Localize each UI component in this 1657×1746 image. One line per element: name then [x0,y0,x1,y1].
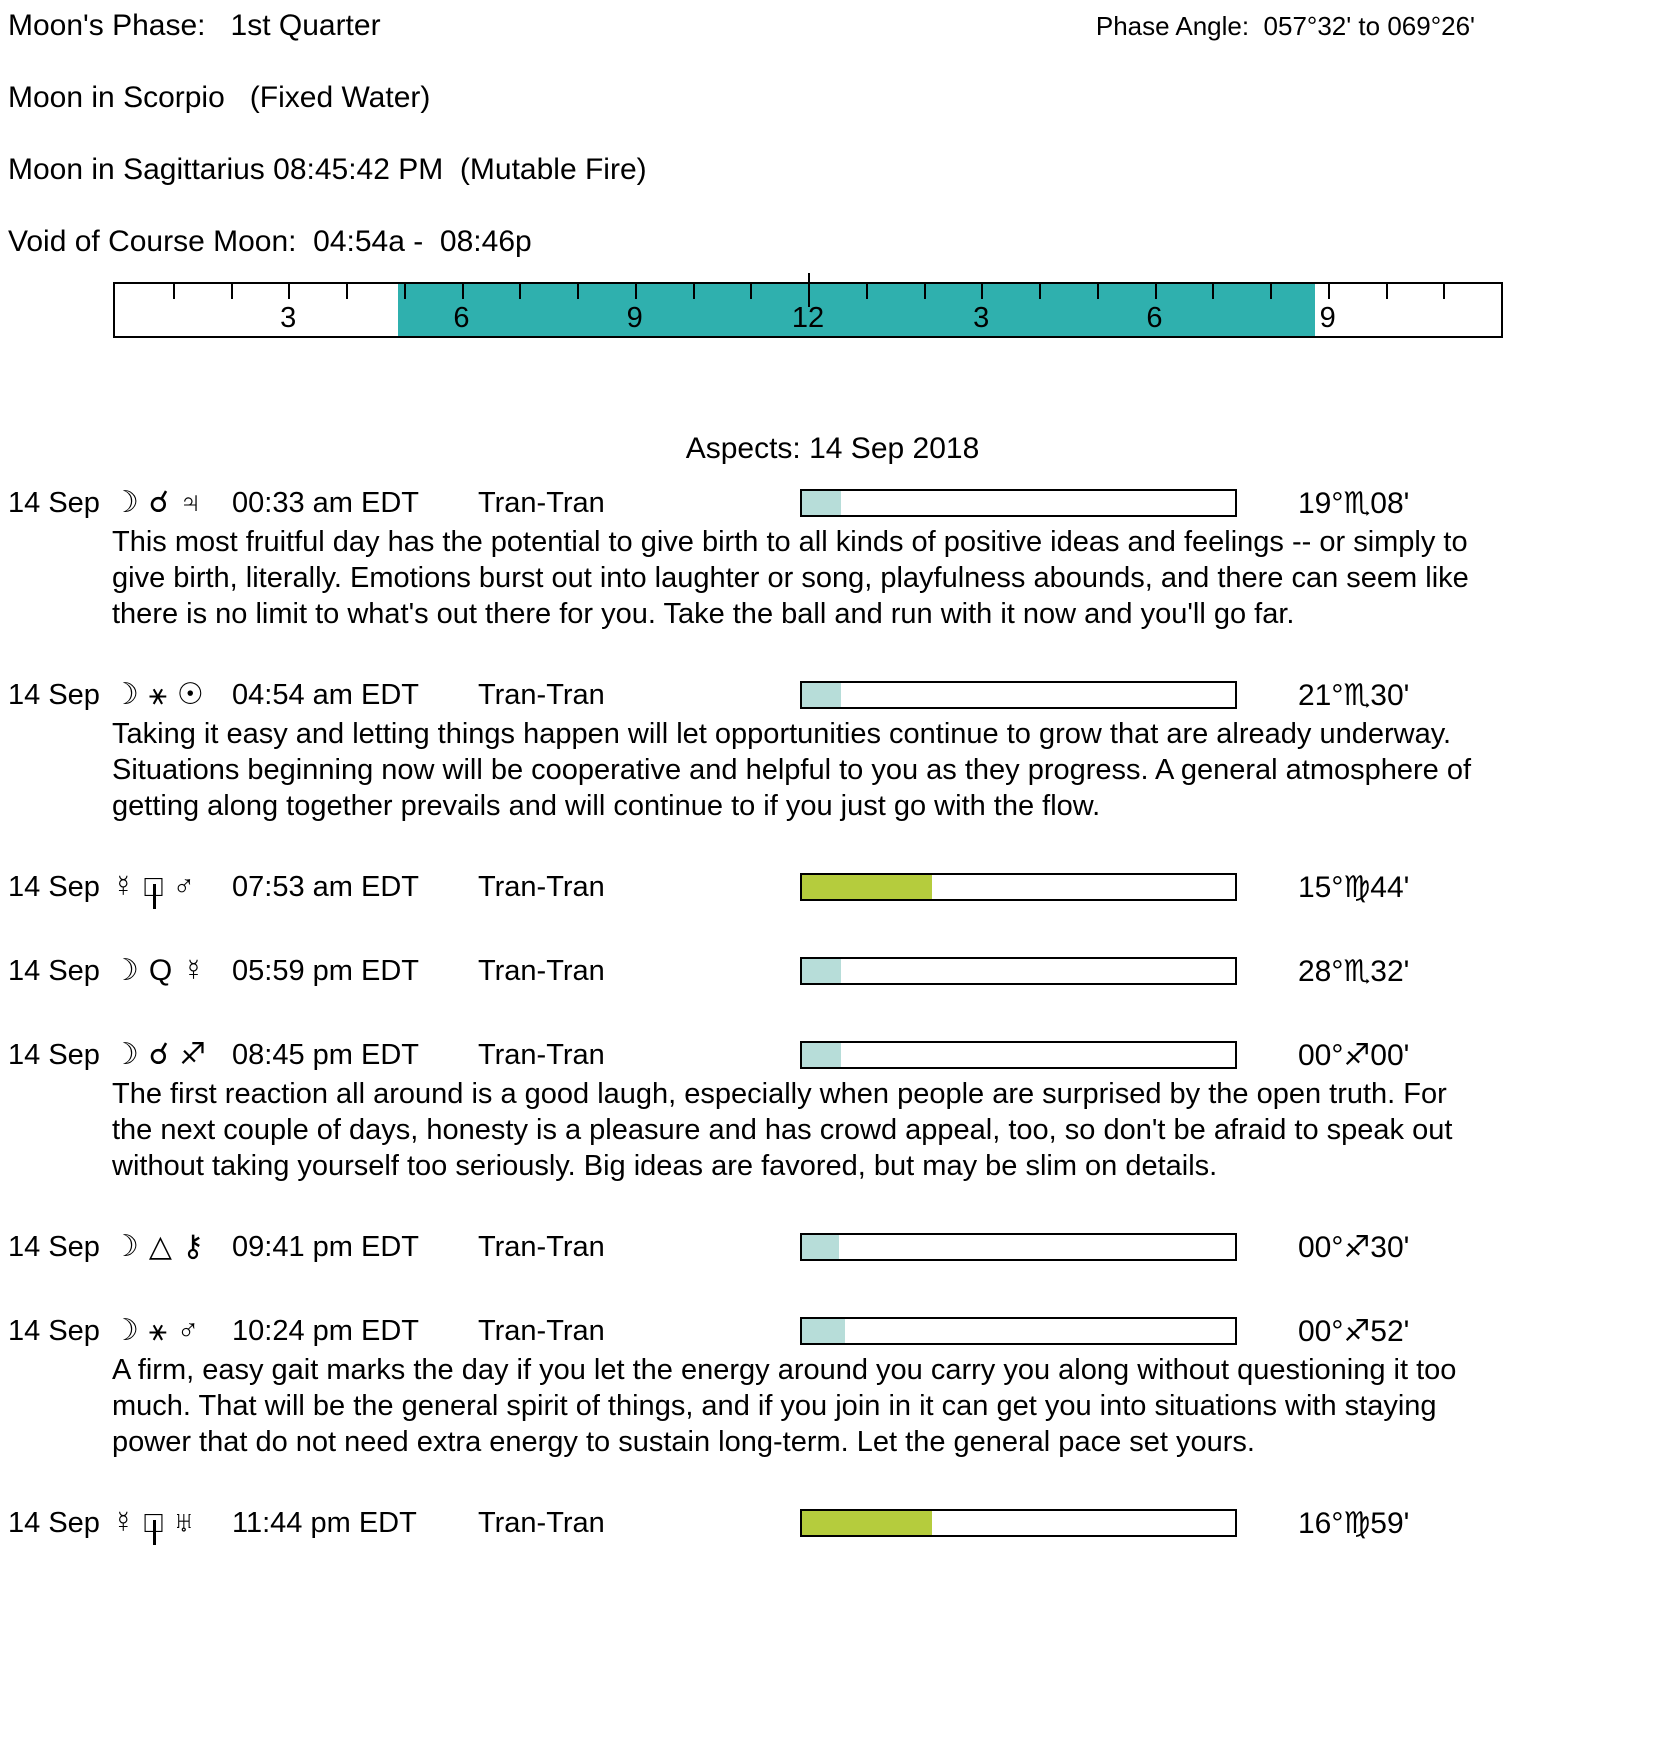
aspect-time: 00:33 am EDT [232,486,419,519]
aspect-type: Tran-Tran [478,1506,605,1539]
sesquiquadrate-icon: □ [144,1506,163,1539]
aspect-type: Tran-Tran [478,870,605,903]
mars-icon: ♂ [176,1314,200,1347]
hour-tick [1386,284,1388,299]
aspect-date: 14 Sep [8,954,100,987]
aspect-time: 10:24 pm EDT [232,1314,419,1347]
aspect-row[interactable] [8,950,1657,992]
aspect-symbols [112,1232,232,1262]
aspect-symbols [112,1040,232,1070]
aspect-date: 14 Sep [8,1230,100,1263]
hour-label: 3 [973,302,990,334]
voc-timeline [113,282,1503,338]
aspect-orb-bar [800,1233,1237,1261]
hour-tick [288,284,290,299]
hour-label: 3 [280,302,297,334]
aspect-position: 28°♏32' [1298,954,1410,988]
hour-tick [462,284,464,299]
hour-tick [1328,284,1330,299]
aspect-symbols [112,872,232,902]
aspect-row[interactable] [8,482,1657,632]
sextile-icon: ⚹ [148,1314,167,1347]
aspect-description: This most fruitful day has the potential to give birth to all kinds of positive ideas and feelings -- or simply to give birth, literally. Emotions burst out into laughter or song, playfulness abounds, and there can seem like there is no limit to what's out there for you. Take the ball and run with it now and you'll go far. [112,526,1469,630]
aspect-date: 14 Sep [8,678,100,711]
hour-tick [1097,284,1099,299]
aspect-orb-fill [802,875,932,899]
phase-angle-text: Phase Angle: 057°32' to 069°26' [1095,11,1475,41]
conjunction-icon: ☌ [148,1038,170,1071]
hour-tick [1212,284,1214,299]
aspect-type: Tran-Tran [478,486,605,519]
aspect-row[interactable] [8,674,1657,824]
mars-icon: ♂ [172,870,196,903]
mercury-icon: ☿ [112,1506,135,1539]
aspect-orb-fill [802,959,841,983]
moon-icon: ☽ [112,1230,139,1263]
moon-icon: ☽ [112,1314,139,1347]
hour-tick [693,284,695,299]
hour-label: 9 [1319,302,1336,334]
aspect-description: A firm, easy gait marks the day if you let the energy around you carry you along without questioning it too much. That will be the general spirit of things, and if you join in it can get you into situations with staying power that do not need extra energy to sustain long-term. Let the general pace set yours. [112,1354,1457,1458]
aspect-type: Tran-Tran [478,1038,605,1071]
mercury-icon: ☿ [182,954,205,987]
hour-tick [866,284,868,299]
sun-icon: ☉ [176,678,204,711]
moon-icon: ☽ [112,1038,139,1071]
moon-icon: ☽ [112,678,139,711]
hour-tick [750,284,752,299]
aspect-position: 00°♐52' [1298,1314,1410,1348]
aspect-orb-bar [800,957,1237,985]
hour-label: 9 [626,302,643,334]
aspect-symbols [112,488,232,518]
aspect-type: Tran-Tran [478,954,605,987]
aspect-orb-fill [802,1043,841,1067]
moon-phase-text: Moon's Phase: 1st Quarter [8,9,381,42]
top-line [8,8,1657,44]
hour-tick [173,284,175,299]
hour-tick [577,284,579,299]
hour-tick [346,284,348,299]
aspect-date: 14 Sep [8,1314,100,1347]
aspect-position: 15°♍44' [1298,870,1410,904]
sesquiquadrate-icon: □ [144,870,163,903]
sagittarius-icon: ♐ [179,1038,206,1071]
aspect-time: 07:53 am EDT [232,870,419,903]
aspect-date: 14 Sep [8,870,100,903]
aspect-time: 08:45 pm EDT [232,1038,419,1071]
mercury-icon: ☿ [112,870,135,903]
aspect-orb-bar [800,1317,1237,1345]
chiron-icon: ⚷ [181,1230,204,1263]
aspect-time: 11:44 pm EDT [232,1506,417,1539]
aspect-row[interactable] [8,1226,1657,1268]
jupiter-icon: ♃ [179,486,202,519]
aspect-position: 21°♏30' [1298,678,1410,712]
aspect-orb-bar [800,1509,1237,1537]
aspect-position: 00°♐00' [1298,1038,1410,1072]
hour-tick [1039,284,1041,299]
hour-tick [981,284,983,299]
aspect-type: Tran-Tran [478,1314,605,1347]
hour-tick [924,284,926,299]
aspects-title: Aspects: 14 Sep 2018 [685,432,980,465]
aspect-type: Tran-Tran [478,1230,605,1263]
aspect-orb-bar [800,489,1237,517]
conjunction-icon: ☌ [148,486,170,519]
hour-tick [404,284,406,299]
moon-sign-next: Moon in Sagittarius 08:45:42 PM (Mutable Fire) [8,153,647,186]
moon-sign-current: Moon in Scorpio (Fixed Water) [8,81,431,114]
hour-label: 6 [1146,302,1163,334]
aspect-orb-fill [802,491,841,515]
aspect-orb-bar [800,681,1237,709]
aspect-row[interactable] [8,1502,1657,1544]
aspect-time: 09:41 pm EDT [232,1230,419,1263]
hour-tick [635,284,637,299]
aspect-description: Taking it easy and letting things happen will let opportunities continue to grow that are already underway. Situations beginning now will be cooperative and helpful to you as they progress. A general atmosphere of getting along together prevails and will continue to if you just go with the flow. [112,718,1472,822]
aspect-row[interactable] [8,1310,1657,1460]
hour-label: 6 [453,302,470,334]
aspect-position: 00°♐30' [1298,1230,1410,1264]
aspect-time: 05:59 pm EDT [232,954,419,987]
hour-tick [519,284,521,299]
aspect-position: 16°♍59' [1298,1506,1410,1540]
moon-icon: ☽ [112,954,139,987]
aspect-orb-fill [802,1319,845,1343]
aspect-row[interactable] [8,866,1657,908]
aspect-orb-bar [800,873,1237,901]
hour-tick [1270,284,1272,299]
aspect-date: 14 Sep [8,486,100,519]
aspect-time: 04:54 am EDT [232,678,419,711]
aspect-list [8,482,1657,1544]
aspect-row[interactable] [8,1034,1657,1184]
aspect-symbols [112,680,232,710]
hour-tick [231,284,233,299]
trine-icon: △ [148,1230,172,1263]
aspect-orb-fill [802,683,841,707]
voc-timeline-fill [398,284,1316,336]
voc-label: Void of Course Moon: 04:54a - 08:46p [8,225,532,258]
aspect-description: The first reaction all around is a good laugh, especially when people are surprised by the open truth. For the next couple of days, honesty is a pleasure and has crowd appeal, too, so don't be afraid to speak out without taking yourself too seriously. Big ideas are favored, but may be slim on details. [112,1078,1453,1182]
aspect-orb-bar [800,1041,1237,1069]
uranus-icon: ♅ [172,1506,196,1539]
aspect-date: 14 Sep [8,1038,100,1071]
aspect-orb-fill [802,1511,932,1535]
aspect-position: 19°♏08' [1298,486,1410,520]
quintile-icon: Q [148,954,173,987]
aspect-orb-fill [802,1235,839,1259]
moon-icon: ☽ [112,486,139,519]
aspect-type: Tran-Tran [478,678,605,711]
hour-tick [1155,284,1157,299]
hour-label: 12 [791,302,825,334]
aspect-date: 14 Sep [8,1506,100,1539]
sextile-icon: ⚹ [148,678,167,711]
aspect-symbols [112,1508,232,1538]
hour-tick [1443,284,1445,299]
aspect-symbols [112,1316,232,1346]
aspect-symbols [112,956,232,986]
